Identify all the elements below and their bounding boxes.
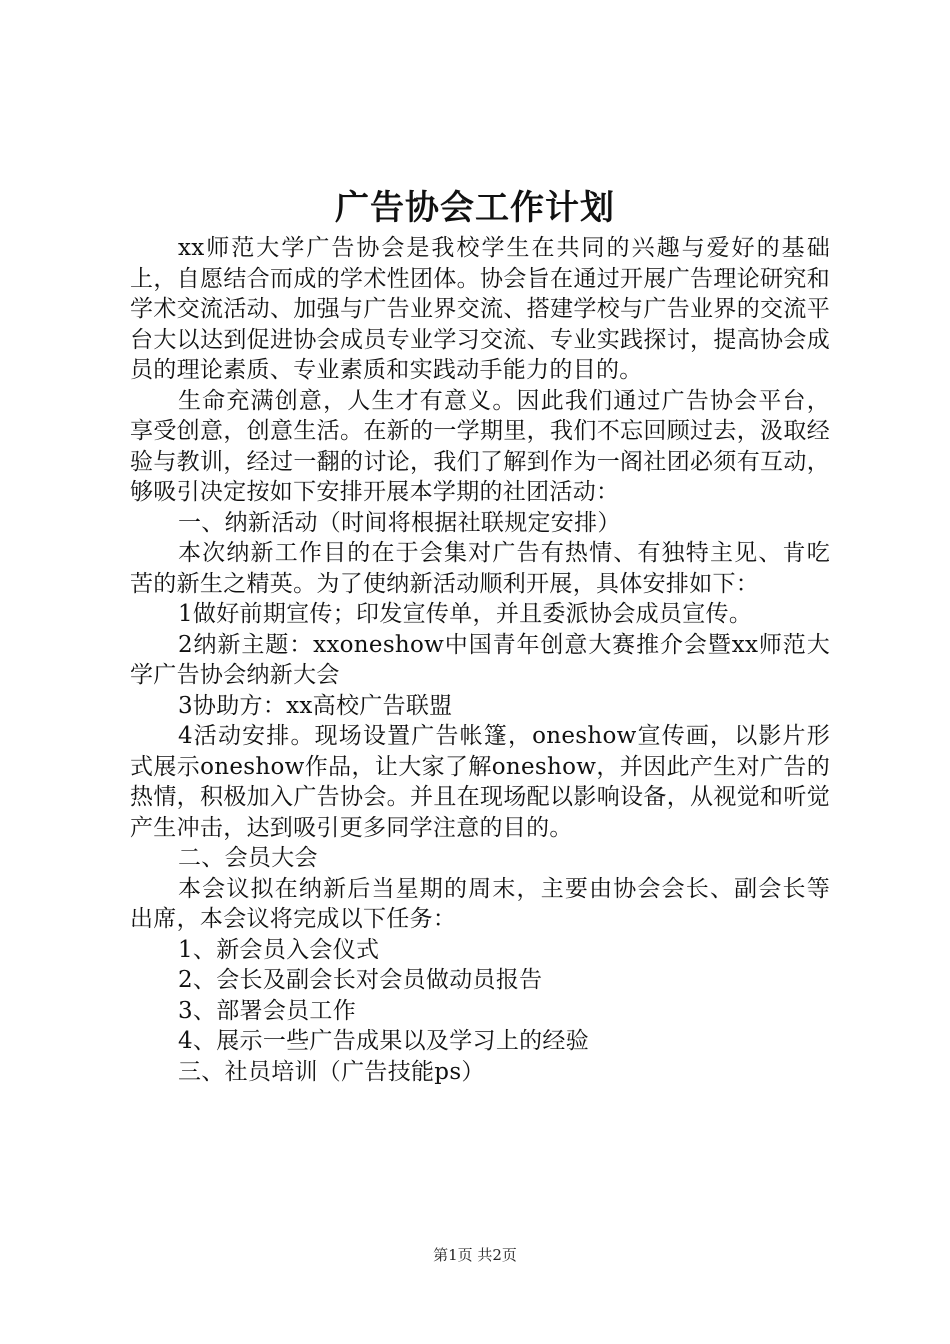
section-heading-recruitment: 一、纳新活动（时间将根据社联规定安排） — [178, 509, 621, 536]
list-item-showcase: 4、展示一些广告成果以及学习上的经验 — [178, 1028, 590, 1054]
document-title: 广告协会工作计划 — [335, 188, 615, 228]
list-item-publicity: 1做好前期宣传；印发宣传单，并且委派协会成员宣传。 — [178, 601, 753, 627]
paragraph-recruitment-purpose: 本次纳新工作目的在于会集对广告有热情、有独特主见、肯吃苦的新生之精英。为了使纳新活动顺利开展，具体安排如下： — [130, 540, 830, 597]
section-heading-training: 三、社员培训（广告技能ps） — [178, 1058, 485, 1085]
list-item-partner: 3协助方：xx高校广告联盟 — [178, 692, 453, 719]
list-item-theme: 2纳新主题：xxoneshow中国青年创意大赛推介会暨xx师范大学广告协会纳新大会 — [130, 631, 830, 688]
paragraph-meeting-description: 本会议拟在纳新后当星期的周末，主要由协会会长、副会长等出席，本会议将完成以下任务： — [130, 875, 830, 932]
list-item-induction: 1、新会员入会仪式 — [178, 936, 380, 963]
paragraph-intro: xx师范大学广告协会是我校学生在共同的兴趣与爱好的基础上，自愿结合而成的学术性团体。协会旨在通过开展广告理论研究和学术交流活动、加强与广告业界交流、搭建学校与广告业界的交流平台大以达到促进协会成员专业学习交流、专业实践探讨，提高协会成员的理论素质、专业素质和实践动手能力的目的。 — [130, 235, 830, 383]
paragraph-overview: 生命充满创意，人生才有意义。因此我们通过广告协会平台，享受创意，创意生活。在新的一学期里，我们不忘回顾过去，汲取经验与教训，经过一翻的讨论，我们了解到作为一阁社团必须有互动，够吸引决定按如下安排开展本学期的社团活动： — [130, 387, 830, 505]
list-item-report: 2、会长及副会长对会员做动员报告 — [178, 967, 543, 993]
section-heading-member-meeting: 二、会员大会 — [178, 845, 318, 871]
document-body — [130, 233, 830, 1087]
list-item-assign-work: 3、部署会员工作 — [178, 997, 357, 1024]
page-number-footer: 第1页 共2页 — [433, 1246, 517, 1264]
list-item-arrangement: 4活动安排。现场设置广告帐篷，oneshow宣传画，以影片形式展示oneshow作品，让大家了解oneshow，并因此产生对广告的热情，积极加入广告协会。并且在现场配以影响设备，从视觉和听觉产生冲击，达到吸引更多同学注意的目的。 — [130, 723, 830, 841]
